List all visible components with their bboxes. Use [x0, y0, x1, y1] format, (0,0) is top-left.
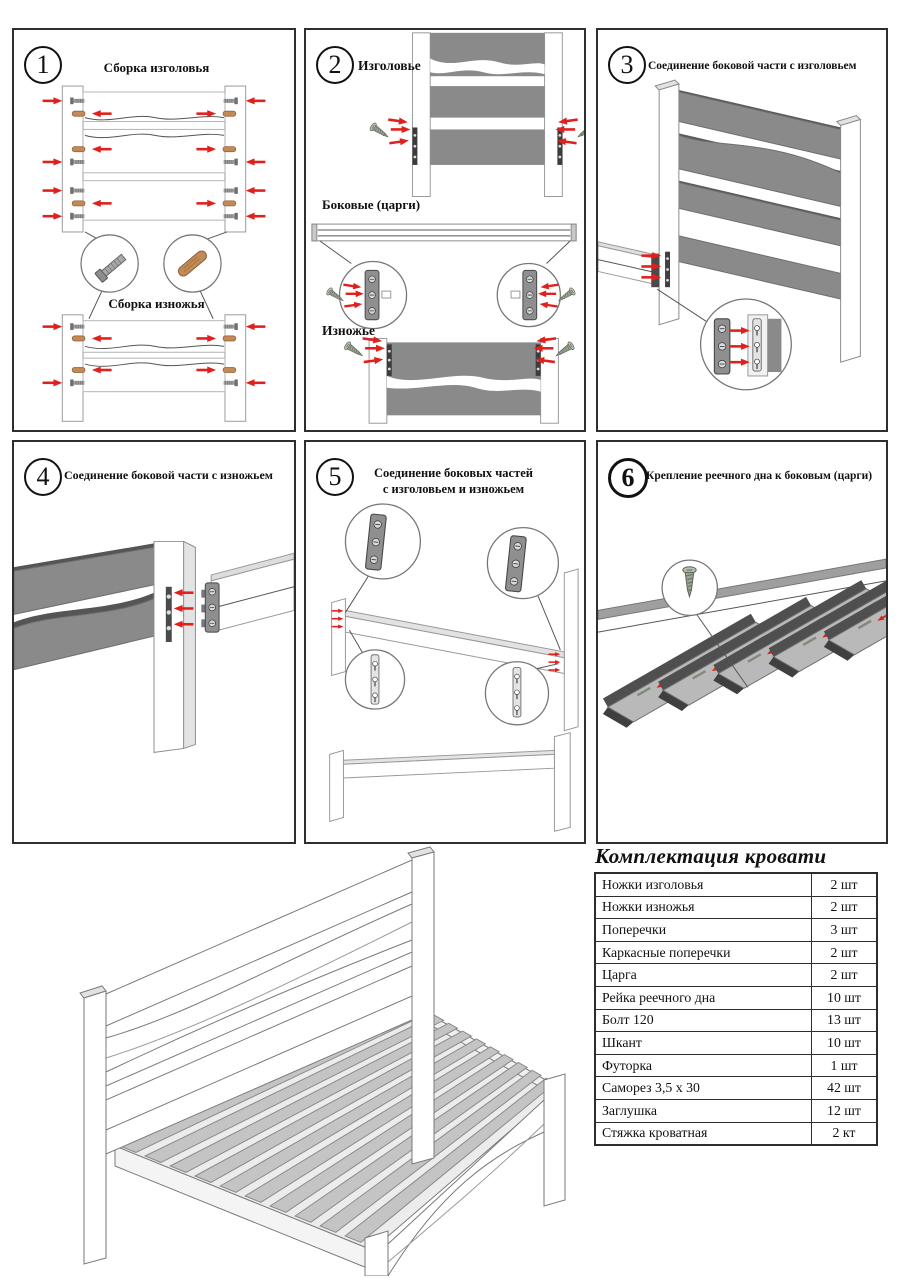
table-row: [595, 1077, 877, 1100]
table-row: [595, 1032, 877, 1055]
table-row: [595, 919, 877, 942]
step-panel-6: [596, 440, 888, 844]
part-qty: 12 шт: [812, 1099, 878, 1122]
side-rail: [312, 224, 576, 241]
hook-plate-icon: [513, 668, 521, 717]
step-number: 5: [328, 462, 342, 491]
part-qty: 42 шт: [812, 1077, 878, 1100]
part-qty: 3 шт: [812, 919, 878, 942]
table-row: [595, 873, 877, 896]
part-name: Стяжка кроватная: [595, 1122, 812, 1145]
bracket-icon: [365, 270, 379, 319]
dowel-callout: [164, 235, 221, 292]
part-qty: 2 шт: [812, 941, 878, 964]
step-number: 2: [328, 50, 342, 79]
step-number: 6: [621, 463, 635, 492]
part-qty: 13 шт: [812, 1009, 878, 1032]
part-qty: 10 шт: [812, 986, 878, 1009]
screw-fan-left: [369, 116, 411, 147]
step-number-badge: [24, 46, 62, 84]
part-name: Шкант: [595, 1032, 812, 1055]
table-row: [595, 941, 877, 964]
step-panel-2: [304, 28, 586, 432]
step-6-illustration: [598, 442, 886, 842]
step-3-illustration: [598, 30, 886, 430]
part-qty: 2 кт: [812, 1122, 878, 1145]
part-name: Поперечки: [595, 919, 812, 942]
footboard-gray-view: [343, 335, 575, 423]
step-number: 4: [36, 462, 50, 491]
part-qty: 2 шт: [812, 896, 878, 919]
table-row: [595, 964, 877, 987]
label-footboard: Изножье: [322, 323, 376, 338]
step-4-illustration: [14, 442, 294, 842]
hook-plate-icon: [371, 655, 379, 704]
connection-callout: [701, 299, 792, 390]
step-number-badge: [316, 46, 354, 84]
part-name: Рейка реечного дна: [595, 986, 812, 1009]
screw-fan-left: [343, 335, 385, 366]
bolt-callout: [81, 235, 138, 292]
step-number: 3: [620, 50, 634, 79]
step-5-illustration: [306, 442, 584, 842]
step-title: Соединение боковой части с изголовьем: [648, 60, 857, 72]
table-row: [595, 1099, 877, 1122]
part-name: Футорка: [595, 1054, 812, 1077]
table-row: [595, 1122, 877, 1145]
bracket-callout-right: [497, 264, 576, 327]
step-title-headboard: Сборка изголовья: [103, 60, 210, 75]
part-name: Заглушка: [595, 1099, 812, 1122]
part-name: Царга: [595, 964, 812, 987]
step-1-illustration: [14, 30, 294, 430]
part-name: Ножки изголовья: [595, 873, 812, 896]
step-panel-5: [304, 440, 586, 844]
footboard-front-view: [43, 315, 266, 421]
bracket-callout-2: [487, 528, 558, 599]
part-name: Саморез 3,5 х 30: [595, 1077, 812, 1100]
step-number-badge: [24, 458, 62, 496]
hook-callout-2: [485, 662, 548, 725]
part-qty: 10 шт: [812, 1032, 878, 1055]
table-row: [595, 1054, 877, 1077]
screw-callout: [662, 560, 717, 615]
assembled-bed-illustration: [20, 846, 580, 1276]
rail-bracket-icon: [201, 583, 219, 632]
bracket-callout-left: [326, 262, 407, 329]
step-number-badge: [316, 458, 354, 496]
step-title-line1: Соединение боковых частей: [374, 466, 533, 480]
bracket-icon: [714, 319, 729, 374]
part-name: Каркасные поперечки: [595, 941, 812, 964]
step-panel-1: [12, 28, 296, 432]
bracket-callout-1: [345, 504, 420, 579]
step-2-illustration: [306, 30, 584, 430]
step-number: 1: [36, 50, 50, 79]
step-title: Крепление реечного дна к боковым (царги): [646, 470, 873, 482]
part-qty: 2 шт: [812, 964, 878, 987]
step-panel-4: [12, 440, 296, 844]
part-qty: 2 шт: [812, 873, 878, 896]
hook-plate-icon: [753, 319, 761, 371]
part-name: Ножки изножья: [595, 896, 812, 919]
table-row: [595, 986, 877, 1009]
headboard-front-view: [43, 86, 266, 232]
parts-table-body: [595, 873, 877, 1145]
parts-list-title: Комплектация кровати: [595, 844, 827, 868]
table-row: [595, 1009, 877, 1032]
step-title-line2: с изголовьем и изножьем: [382, 482, 525, 496]
table-row: [595, 896, 877, 919]
step-panel-3: [596, 28, 888, 432]
step-number-badge: [608, 458, 648, 498]
footboard-corner: [14, 541, 195, 752]
step-title: Соединение боковой части с изножьем: [64, 468, 273, 482]
part-name: Болт 120: [595, 1009, 812, 1032]
part-qty: 1 шт: [812, 1054, 878, 1077]
label-side-rails: Боковые (царги): [322, 197, 421, 212]
assembled-rail: [330, 733, 571, 832]
label-headboard: Изголовье: [358, 58, 421, 73]
hook-callout-1: [345, 650, 404, 709]
step-number-badge: [608, 46, 646, 84]
parts-list: [594, 844, 878, 1146]
parts-table: [594, 872, 878, 1146]
step-title-footboard: Сборка изножья: [108, 296, 205, 311]
